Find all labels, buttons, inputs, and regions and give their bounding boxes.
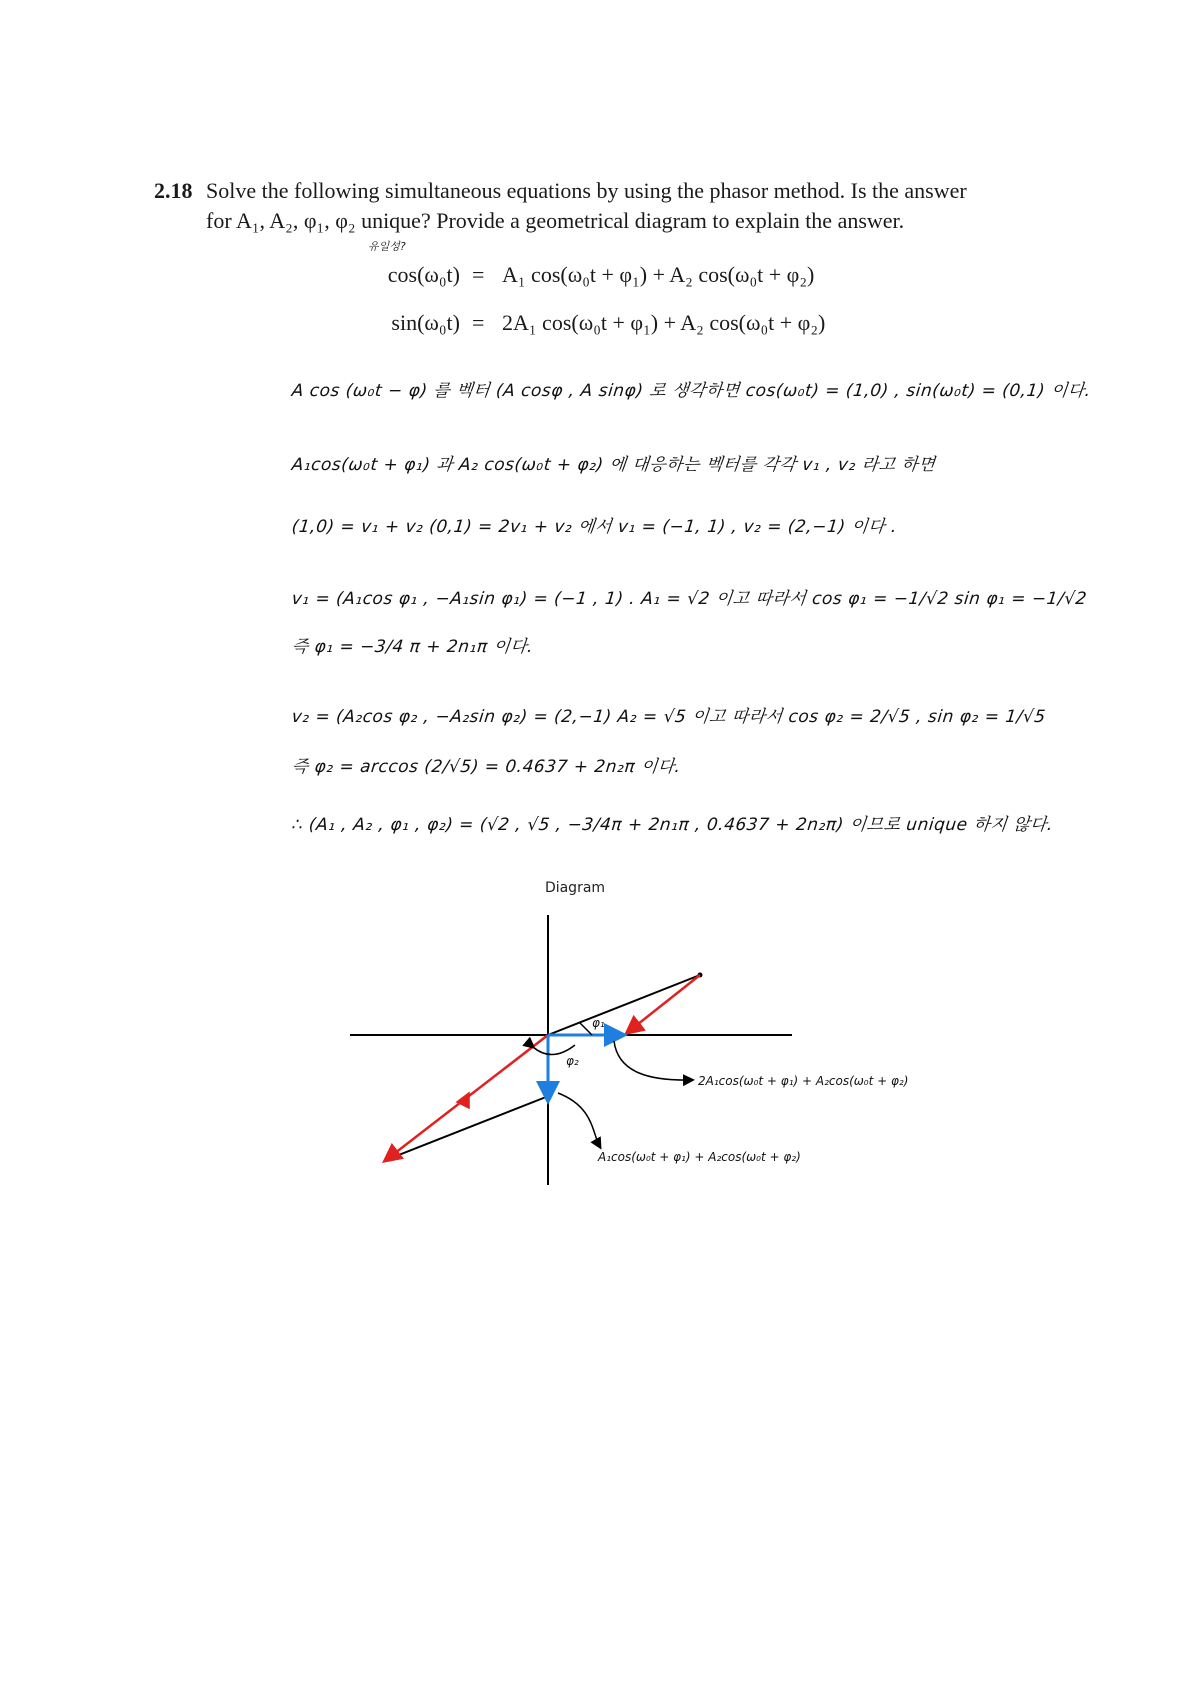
callout-upper (614, 1041, 692, 1080)
solution-line-2: A₁cos(ω₀t + φ₁) 과 A₂ cos(ω₀t + φ₂) 에 대응하는 벡터를 각각 v₁ , v₂ 라고 하면 (290, 455, 937, 475)
solution-line-8: ∴ (A₁ , A₂ , φ₁ , φ₂) = (√2 , √5 , −3/4π + 2n₁π , 0.4637 + 2n₂π) 이므로 unique 하지 않다. (290, 815, 1055, 835)
solution-line-1: A cos (ω₀t − φ) 를 벡터 (A cosφ , A sinφ) 로 생각하면 cos(ω₀t) = (1,0) , sin(ω₀t) = (0,1) 이다. (290, 381, 1092, 401)
solution-line-6: v₂ = (A₂cos φ₂ , −A₂sin φ₂) = (2,−1) A₂ = √5 이고 따라서 cos φ₂ = 2/√5 , sin φ₂ = 1/√5 (290, 707, 1047, 727)
equation-2-equals: = (472, 310, 485, 335)
equation-1 (300, 262, 980, 292)
angle-arc-1 (580, 1023, 592, 1035)
equation-2-lhs: sin(ω₀t) (391, 310, 460, 335)
equation-2-rhs: 2A₁ cos(ω₀t + φ₁) + A₂ cos(ω₀t + φ₂) (502, 310, 826, 335)
problem-line-2: for A₁, A₂, φ₁, φ₂ unique? Provide a geometrical diagram to explain the answer. (206, 208, 905, 233)
black-vector-lower (386, 1097, 546, 1160)
solution-line-3: (1,0) = v₁ + v₂ (0,1) = 2v₁ + v₂ 에서 v₁ = (−1, 1) , v₂ = (2,−1) 이다 . (290, 517, 899, 537)
diagram-title: Diagram (544, 880, 606, 896)
problem-line-1: Solve the following simultaneous equations by using the phasor method. Is the answer (206, 178, 967, 203)
red-vector-upper (628, 975, 700, 1032)
black-vector-upper (548, 975, 700, 1035)
equation-2 (300, 310, 980, 340)
red-vector-lower (386, 1035, 548, 1160)
label-lower-phasor: A₁cos(ω₀t + φ₁) + A₂cos(ω₀t + φ₂) (598, 1150, 801, 1164)
label-upper-phasor: 2A₁cos(ω₀t + φ₁) + A₂cos(ω₀t + φ₂) (698, 1074, 909, 1088)
callout-lower (558, 1093, 600, 1147)
phasor-diagram (330, 905, 930, 1195)
equation-1-equals: = (472, 262, 485, 287)
problem-number: 2.18 (154, 178, 193, 203)
solution-line-5: 즉 φ₁ = −3/4 π + 2n₁π 이다. (290, 637, 535, 657)
red-vector-mid-arrow (467, 1095, 468, 1097)
solution-line-4: v₁ = (A₁cos φ₁ , −A₁sin φ₁) = (−1 , 1) . A₁ = √2 이고 따라서 cos φ₁ = −1/√2 sin φ₁ = −1/√2 (290, 589, 1088, 609)
angle-label-phi2: φ₂ (566, 1054, 579, 1068)
equation-1-lhs: cos(ω₀t) (387, 262, 460, 287)
solution-line-7: 즉 φ₂ = arccos (2/√5) = 0.4637 + 2n₂π 이다. (290, 757, 682, 777)
equation-1-rhs: A₁ cos(ω₀t + φ₁) + A₂ cos(ω₀t + φ₂) (502, 262, 815, 287)
angle-label-phi1: φ₁ (592, 1016, 605, 1030)
handwritten-note: 유일성? (368, 240, 406, 253)
